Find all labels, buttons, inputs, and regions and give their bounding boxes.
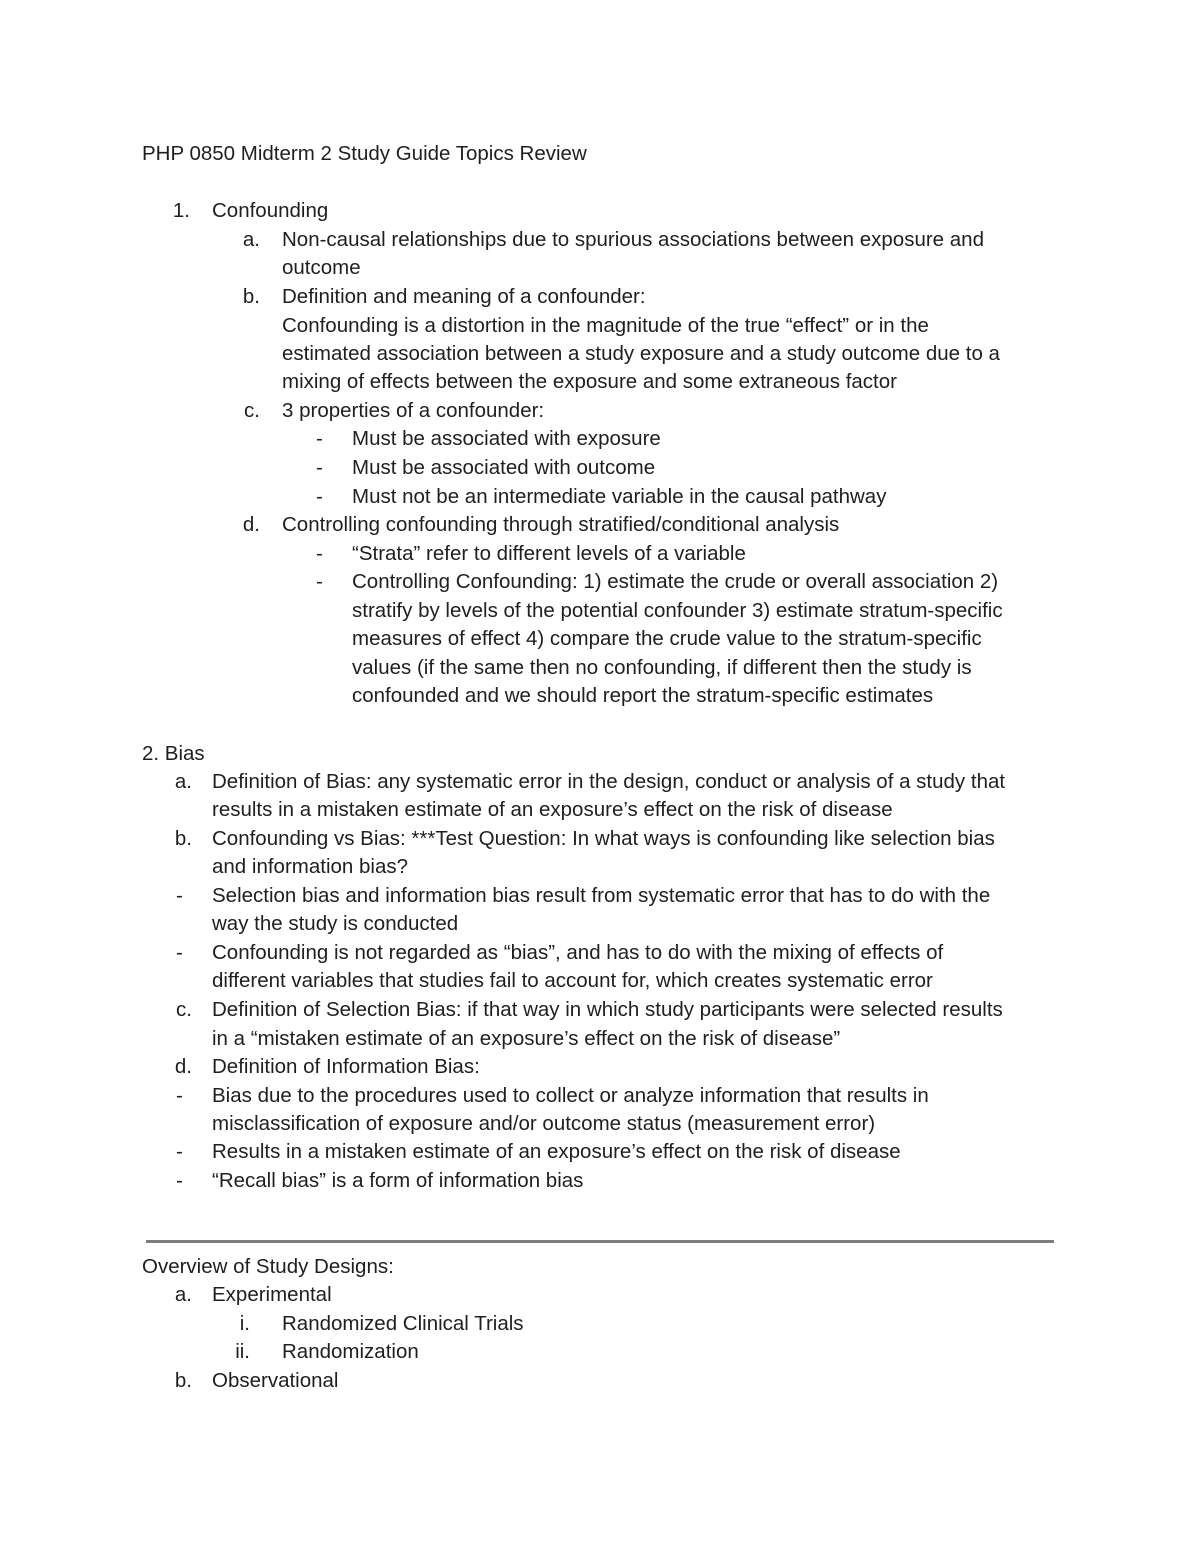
bias-item-text: “Recall bias” is a form of information bias <box>212 1169 584 1192</box>
bullet-marker: - <box>316 485 323 508</box>
item-1d-marker: d. <box>242 513 260 536</box>
overview-subitem-marker: ii. <box>235 1340 250 1363</box>
bias-item-text: Confounding vs Bias: ***Test Question: In what ways is confounding like selection bias <box>212 827 995 850</box>
overview-subitem-text: Randomized Clinical Trials <box>282 1312 524 1335</box>
bias-item-text: results in a mistaken estimate of an exposure’s effect on the risk of disease <box>212 798 893 821</box>
bias-item-text: Definition of Bias: any systematic error in the design, conduct or analysis of a study that <box>212 770 1006 793</box>
bias-item-marker: - <box>176 1084 183 1107</box>
bias-item-text: misclassification of exposure and/or outcome status (measurement error) <box>212 1112 876 1135</box>
bullet-marker: - <box>316 456 323 479</box>
bullet-marker: - <box>316 542 323 565</box>
overview-item-marker: b. <box>174 1369 192 1392</box>
item-1d-line: Controlling confounding through stratified/conditional analysis <box>282 513 840 536</box>
bias-item-text: way the study is conducted <box>212 912 459 935</box>
item-1a-line: outcome <box>282 256 361 279</box>
section-1-heading: Confounding <box>212 199 329 222</box>
item-1c-marker: c. <box>244 399 260 422</box>
bullet-text: “Strata” refer to different levels of a variable <box>352 542 746 565</box>
bias-item-marker: - <box>176 941 183 964</box>
item-1b-line: estimated association between a study exposure and a study outcome due to a <box>282 342 1000 365</box>
bias-item-marker: a. <box>174 770 192 793</box>
bullet-text: stratify by levels of the potential confounder 3) estimate stratum-specific <box>352 599 1003 622</box>
bullet-text: Must be associated with exposure <box>352 427 661 450</box>
item-1c-line: 3 properties of a confounder: <box>282 399 545 422</box>
bias-item-text: Definition of Information Bias: <box>212 1055 480 1078</box>
overview-item-marker: a. <box>174 1283 192 1306</box>
document-title: PHP 0850 Midterm 2 Study Guide Topics Review <box>142 142 587 165</box>
item-1a-line: Non-causal relationships due to spurious associations between exposure and <box>282 228 984 251</box>
item-1b-line: Definition and meaning of a confounder: <box>282 285 646 308</box>
section-2-heading: 2. Bias <box>142 742 205 765</box>
section-1-number: 1. <box>172 199 190 222</box>
item-1b-line: Confounding is a distortion in the magnitude of the true “effect” or in the <box>282 314 929 337</box>
bullet-marker: - <box>316 570 323 593</box>
overview-item-text: Observational <box>212 1369 339 1392</box>
bias-item-marker: b. <box>174 827 192 850</box>
bias-item-marker: c. <box>176 998 192 1021</box>
bias-item-marker: - <box>176 1140 183 1163</box>
bias-item-text: Results in a mistaken estimate of an exposure’s effect on the risk of disease <box>212 1140 901 1163</box>
bias-item-text: in a “mistaken estimate of an exposure’s effect on the risk of disease” <box>212 1027 841 1050</box>
bias-item-text: different variables that studies fail to account for, which creates systematic error <box>212 969 933 992</box>
item-1b-marker: b. <box>242 285 260 308</box>
horizontal-divider <box>146 1240 1054 1243</box>
item-1a-marker: a. <box>242 228 260 251</box>
overview-item-text: Experimental <box>212 1283 332 1306</box>
bullet-text: Must be associated with outcome <box>352 456 656 479</box>
bullet-text: Controlling Confounding: 1) estimate the crude or overall association 2) <box>352 570 999 593</box>
item-1b-line: mixing of effects between the exposure and some extraneous factor <box>282 370 897 393</box>
bullet-marker: - <box>316 427 323 450</box>
bias-item-text: Definition of Selection Bias: if that way in which study participants were selected results <box>212 998 1003 1021</box>
bias-item-marker: d. <box>174 1055 192 1078</box>
bullet-text: measures of effect 4) compare the crude value to the stratum-specific <box>352 627 982 650</box>
bias-item-text: Selection bias and information bias result from systematic error that has to do with the <box>212 884 991 907</box>
overview-subitem-marker: i. <box>239 1312 250 1335</box>
bias-item-text: Bias due to the procedures used to collect or analyze information that results in <box>212 1084 929 1107</box>
bias-item-marker: - <box>176 1169 183 1192</box>
bias-item-text: and information bias? <box>212 855 409 878</box>
overview-subitem-text: Randomization <box>282 1340 419 1363</box>
overview-heading: Overview of Study Designs: <box>142 1255 394 1278</box>
bullet-text: values (if the same then no confounding, if different then the study is <box>352 656 972 679</box>
bullet-text: Must not be an intermediate variable in the causal pathway <box>352 485 887 508</box>
bullet-text: confounded and we should report the stratum-specific estimates <box>352 684 934 707</box>
bias-item-marker: - <box>176 884 183 907</box>
bias-item-text: Confounding is not regarded as “bias”, and has to do with the mixing of effects of <box>212 941 944 964</box>
